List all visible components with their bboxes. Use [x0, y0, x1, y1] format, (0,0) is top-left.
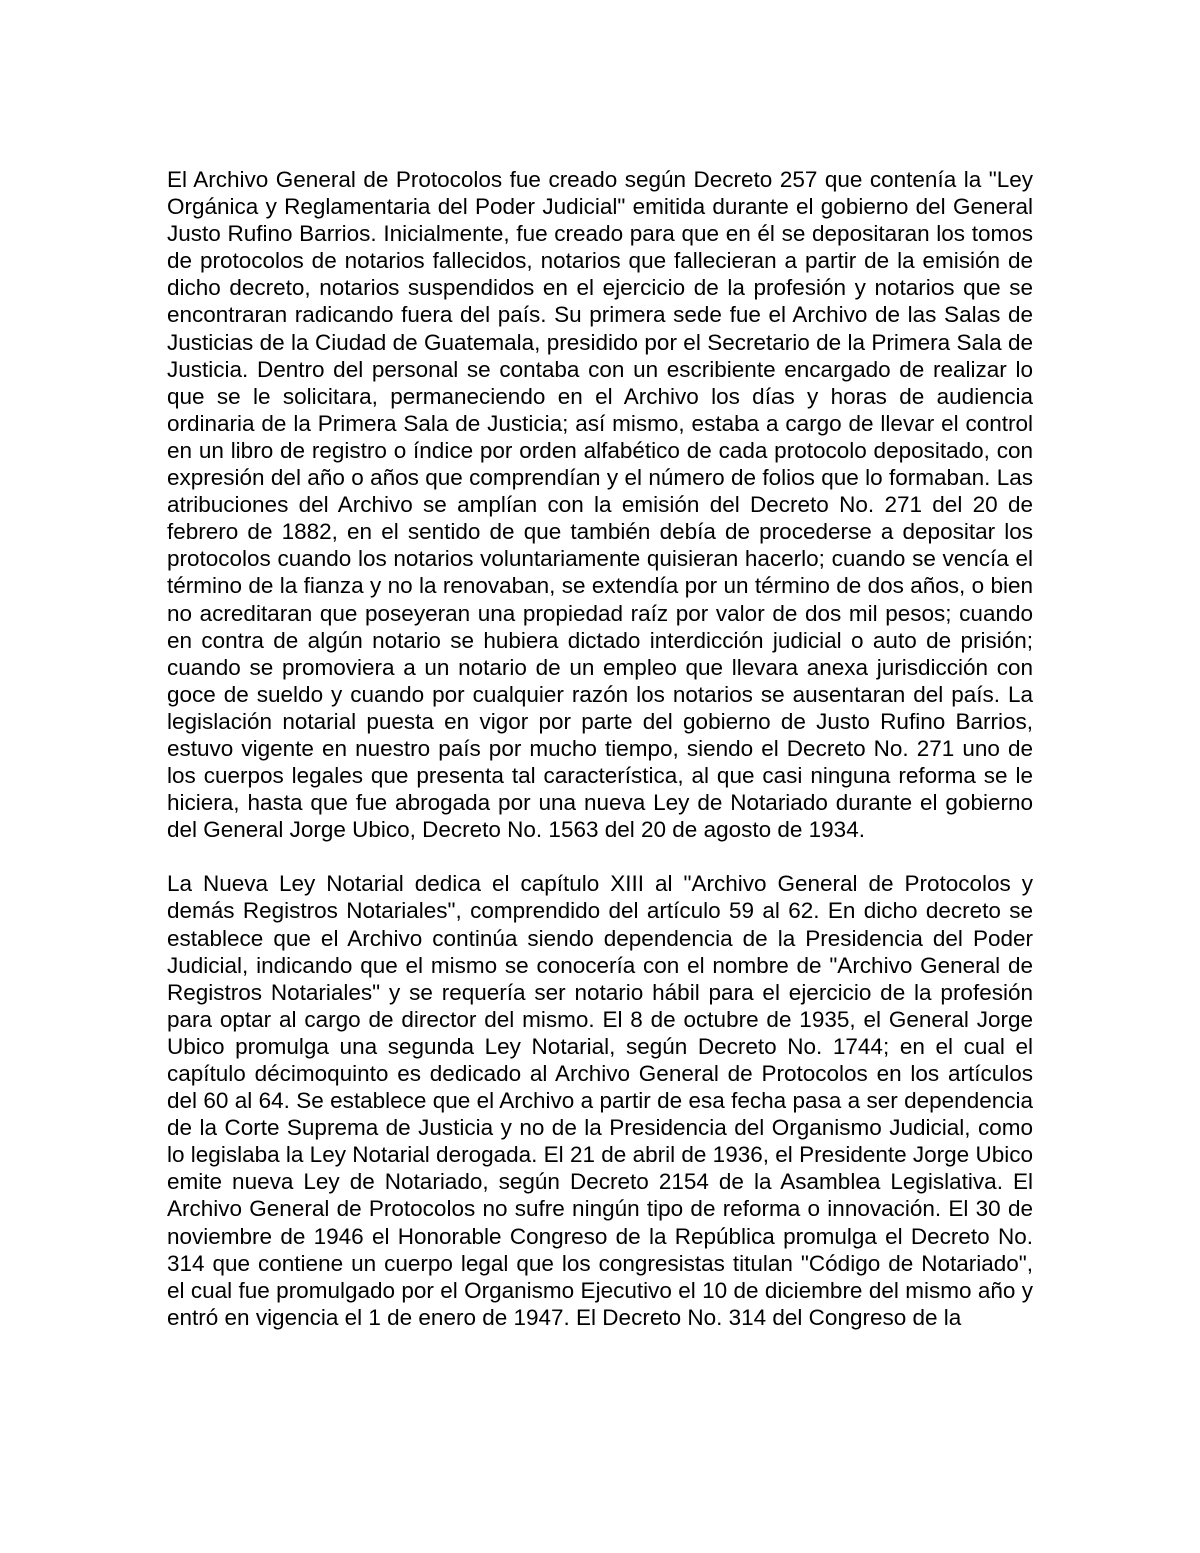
paragraph-nueva-ley-notarial: La Nueva Ley Notarial dedica el capítulo XIII al "Archivo General de Protocolos y demás Registros Notariales", comprendido del artículo 59 al 62. En dicho decreto se establece que el Archivo continúa siendo dependencia de la Presidencia del Poder Judicial, indicando que el mismo se conocería con el nombre de "Archivo General de Registros Notariales" y se requería ser notario hábil para el ejercicio de la profesión para optar al cargo de director del mismo. El 8 de octubre de 1935, el General Jorge Ubico promulga una segunda Ley Notarial, según Decreto No. 1744; en el cual el capítulo décimoquinto es dedicado al Archivo General de Protocolos en los artículos del 60 al 64. Se establece que el Archivo a partir de esa fecha pasa a ser dependencia de la Corte Suprema de Justicia y no de la Presidencia del Organismo Judicial, como lo legislaba la Ley Notarial derogada. El 21 de abril de 1936, el Presidente Jorge Ubico emite nueva Ley de Notariado, según Decreto 2154 de la Asamblea Legislativa. El Archivo General de Protocolos no sufre ningún tipo de reforma o innovación. El 30 de noviembre de 1946 el Honorable Congreso de la República promulga el Decreto No. 314 que contiene un cuerpo legal que los congresistas titulan "Código de Notariado", el cual fue promulgado por el Organismo Ejecutivo el 10 de diciembre del mismo año y entró en vigencia el 1 de enero de 1947. El Decreto No. 314 del Congreso de la	[167, 871, 1033, 1330]
paragraph-archivo-historia: El Archivo General de Protocolos fue creado según Decreto 257 que contenía la "Ley Orgánica y Reglamentaria del Poder Judicial" emitida durante el gobierno del General Justo Rufino Barrios. Inicialmente, fue creado para que en él se depositaran los tomos de protocolos de notarios fallecidos, notarios que fallecieran a partir de la emisión de dicho decreto, notarios suspendidos en el ejercicio de la profesión y notarios que se encontraran radicando fuera del país. Su primera sede fue el Archivo de las Salas de Justicias de la Ciudad de Guatemala, presidido por el Secretario de la Primera Sala de Justicia. Dentro del personal se contaba con un escribiente encargado de realizar lo que se le solicitara, permaneciendo en el Archivo los días y horas de audiencia ordinaria de la Primera Sala de Justicia; así mismo, estaba a cargo de llevar el control en un libro de registro o índice por orden alfabético de cada protocolo depositado, con expresión del año o años que comprendían y el número de folios que lo formaban. Las atribuciones del Archivo se amplían con la emisión del Decreto No. 271 del 20 de febrero de 1882, en el sentido de que también debía de procederse a depositar los protocolos cuando los notarios voluntariamente quisieran hacerlo; cuando se vencía el término de la fianza y no la renovaban, se extendía por un término de dos años, o bien no acreditaran que poseyeran una propiedad raíz por valor de dos mil pesos; cuando en contra de algún notario se hubiera dictado interdicción judicial o auto de prisión; cuando se promoviera a un notario de un empleo que llevara anexa jurisdicción con goce de sueldo y cuando por cualquier razón los notarios se ausentaran del país. La legislación notarial puesta en vigor por parte del gobierno de Justo Rufino Barrios, estuvo vigente en nuestro país por mucho tiempo, siendo el Decreto No. 271 uno de los cuerpos legales que presenta tal característica, al que casi ninguna reforma se le hiciera, hasta que fue abrogada por una nueva Ley de Notariado durante el gobierno del General Jorge Ubico, Decreto No. 1563 del 20 de agosto de 1934.	[167, 167, 1033, 843]
document-body	[167, 166, 1033, 1331]
